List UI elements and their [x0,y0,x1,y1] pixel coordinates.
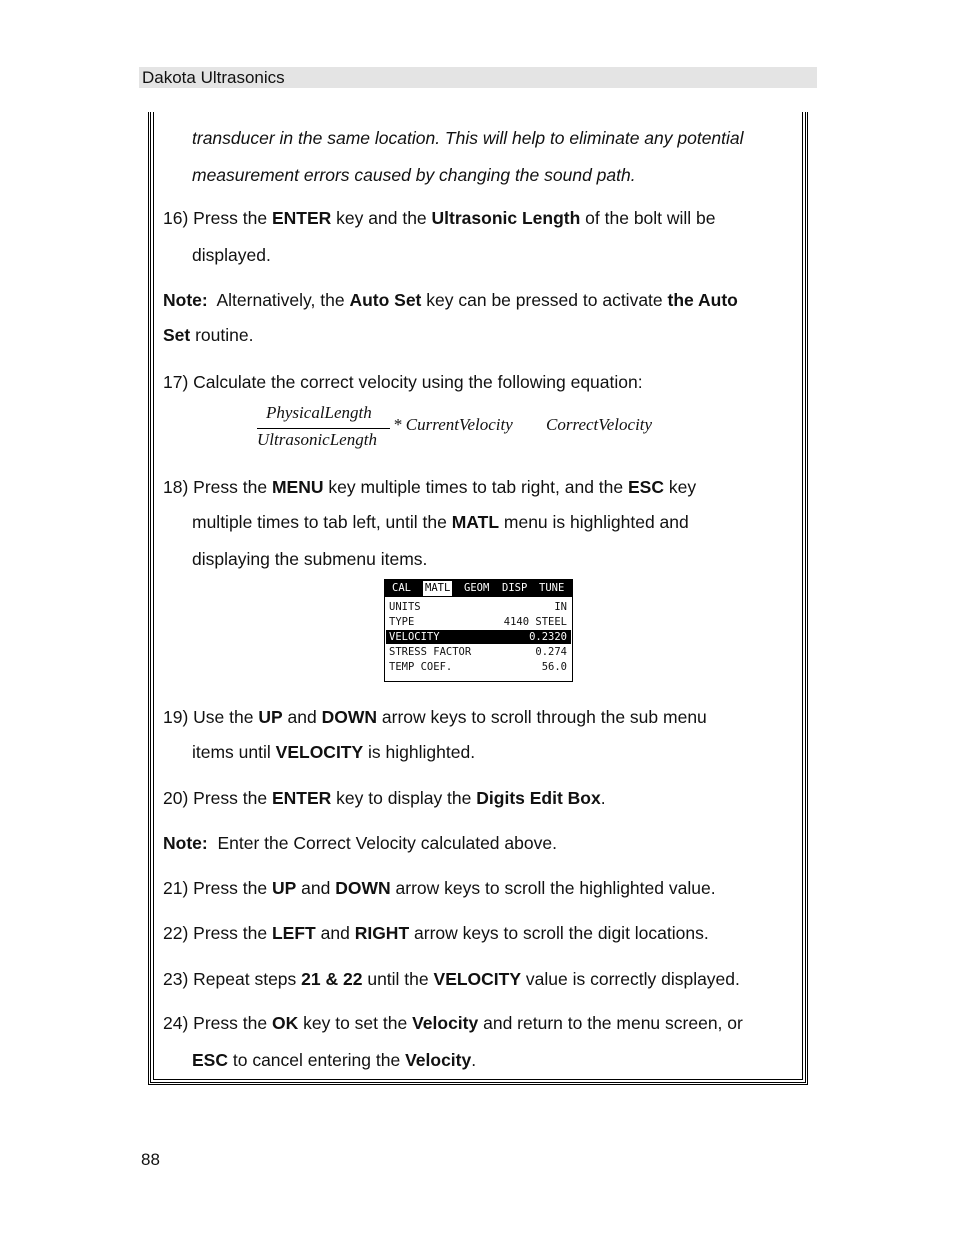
step-text: items until [192,742,271,762]
step-number: 21) [163,878,189,898]
running-header [139,67,817,88]
step-18-line-2 [192,511,689,533]
key-name: OK [271,1013,299,1033]
step-text: multiple times to tab left, until the [192,512,447,532]
step-text: Press the [193,1013,268,1033]
step-text: and [287,707,317,727]
lcd-tab-bar [385,580,572,597]
step-text: . [471,1050,477,1070]
step-number: 24) [163,1013,189,1033]
lcd-tab-geom: GEOM [464,582,490,594]
term: Set [163,325,191,345]
key-name: DOWN [321,707,378,727]
step-text: Use the [193,707,254,727]
step-number: 18) [163,477,189,497]
lcd-row-value: 0.2320 [529,631,567,643]
key-name: ESC [192,1050,228,1070]
key-name: ESC [628,477,664,497]
term: Digits Edit Box [476,788,601,808]
key-name: ENTER [271,208,332,228]
step-text: Press the [193,477,268,497]
equation-result: CorrectVelocity [546,415,653,434]
key-name: ENTER [271,788,332,808]
step-text: key multiple times to tab right, and the [328,477,624,497]
term: the Auto [667,290,738,310]
step-number: 17) [163,372,189,392]
header-title: Dakota Ultrasonics [142,68,285,87]
step-16-line-1 [163,207,716,229]
step-text: until the [367,969,429,989]
lcd-row-units [388,600,569,614]
step-number: 23) [163,969,189,989]
term: Velocity [405,1050,472,1070]
step-text: arrow keys to scroll the highlighted value. [395,878,716,898]
lcd-row-velocity-highlighted [386,630,571,644]
step-number: 16) [163,208,189,228]
key-name: Auto Set [349,290,422,310]
note-text: Enter the Correct Velocity calculated above. [217,833,557,853]
term: Velocity [412,1013,479,1033]
step-text: menu is highlighted and [503,512,689,532]
step-21 [163,877,716,899]
key-name: RIGHT [354,923,410,943]
note-label: Note: [163,290,208,310]
step-24-line-2 [192,1049,476,1071]
step-text: arrow keys to scroll through the sub menu [381,707,707,727]
lcd-row-key: VELOCITY [389,631,440,643]
lcd-row-key: STRESS FACTOR [389,646,472,658]
note-label: Note: [163,833,208,853]
step-18-line-1 [163,476,696,498]
key-name: MENU [271,477,324,497]
step-24-line-1 [163,1012,743,1034]
intro-line-2: measurement errors caused by changing the sound path. [192,165,636,185]
step-text: and return to the menu screen, or [483,1013,743,1033]
lcd-row-type [388,615,569,629]
note-text: Alternatively, the [216,290,345,310]
step-number: 20) [163,788,189,808]
note-1-line-2 [163,324,253,346]
step-text: of the bolt will be [585,208,716,228]
step-23 [163,968,740,990]
lcd-tab-disp: DISP [502,582,528,594]
lcd-row-value: 56.0 [541,661,567,673]
equation-times: * CurrentVelocity [393,415,513,434]
intro-line-1: transducer in the same location. This will help to eliminate any potential [192,128,744,148]
step-text: key to set the [303,1013,408,1033]
step-text: Press the [193,788,268,808]
step-text: arrow keys to scroll the digit locations. [414,923,709,943]
key-name: UP [258,707,283,727]
step-text: Press the [193,923,268,943]
step-number: 19) [163,707,189,727]
menu-name: MATL [451,512,500,532]
lcd-row-key: TYPE [389,616,415,628]
step-text: and [320,923,350,943]
lcd-tab-tune: TUNE [539,582,565,594]
lcd-menu-screenshot [384,579,573,682]
note-text: key can be pressed to activate [426,290,663,310]
fraction-bar [257,428,390,429]
lcd-row-value: IN [554,601,567,613]
term: Ultrasonic Length [431,208,581,228]
step-text: key [668,477,697,497]
step-text: and [301,878,331,898]
step-text: . [600,788,606,808]
lcd-row-temp-coef [388,660,569,674]
step-17 [163,371,643,393]
lcd-tab-matl: MATL [425,582,451,594]
step-19-line-2 [192,741,475,763]
step-text: is highlighted. [368,742,476,762]
key-name: DOWN [335,878,391,898]
equation-denominator: UltrasonicLength [257,430,377,449]
menu-item-name: VELOCITY [433,969,522,989]
step-20 [163,787,606,809]
step-text: Repeat steps [193,969,297,989]
key-name: UP [271,878,297,898]
equation-numerator: PhysicalLength [266,403,372,422]
step-text: to cancel entering the [232,1050,401,1070]
step-text: value is correctly displayed. [525,969,740,989]
key-name: LEFT [271,923,316,943]
lcd-row-key: TEMP COEF. [389,661,453,673]
step-text: key to display the [336,788,472,808]
step-text: Calculate the correct velocity using the following equation: [193,372,643,392]
step-18-line-3: displaying the submenu items. [192,549,428,569]
lcd-row-value: 4140 STEEL [503,616,567,628]
lcd-tab-cal: CAL [392,582,411,594]
step-22 [163,922,709,944]
step-text: key and the [336,208,427,228]
step-16-line-2: displayed. [192,245,271,265]
menu-item-name: VELOCITY [275,742,364,762]
note-2 [163,832,557,854]
step-number: 22) [163,923,189,943]
page-number: 88 [141,1150,160,1169]
step-text: Press the [193,878,268,898]
step-reference: 21 & 22 [301,969,363,989]
lcd-row-value: 0.274 [535,646,567,658]
lcd-row-stress-factor [388,645,569,659]
note-text: routine. [195,325,254,345]
note-1-line-1 [163,289,738,311]
step-text: Press the [193,208,268,228]
lcd-row-key: UNITS [389,601,421,613]
step-19-line-1 [163,706,707,728]
